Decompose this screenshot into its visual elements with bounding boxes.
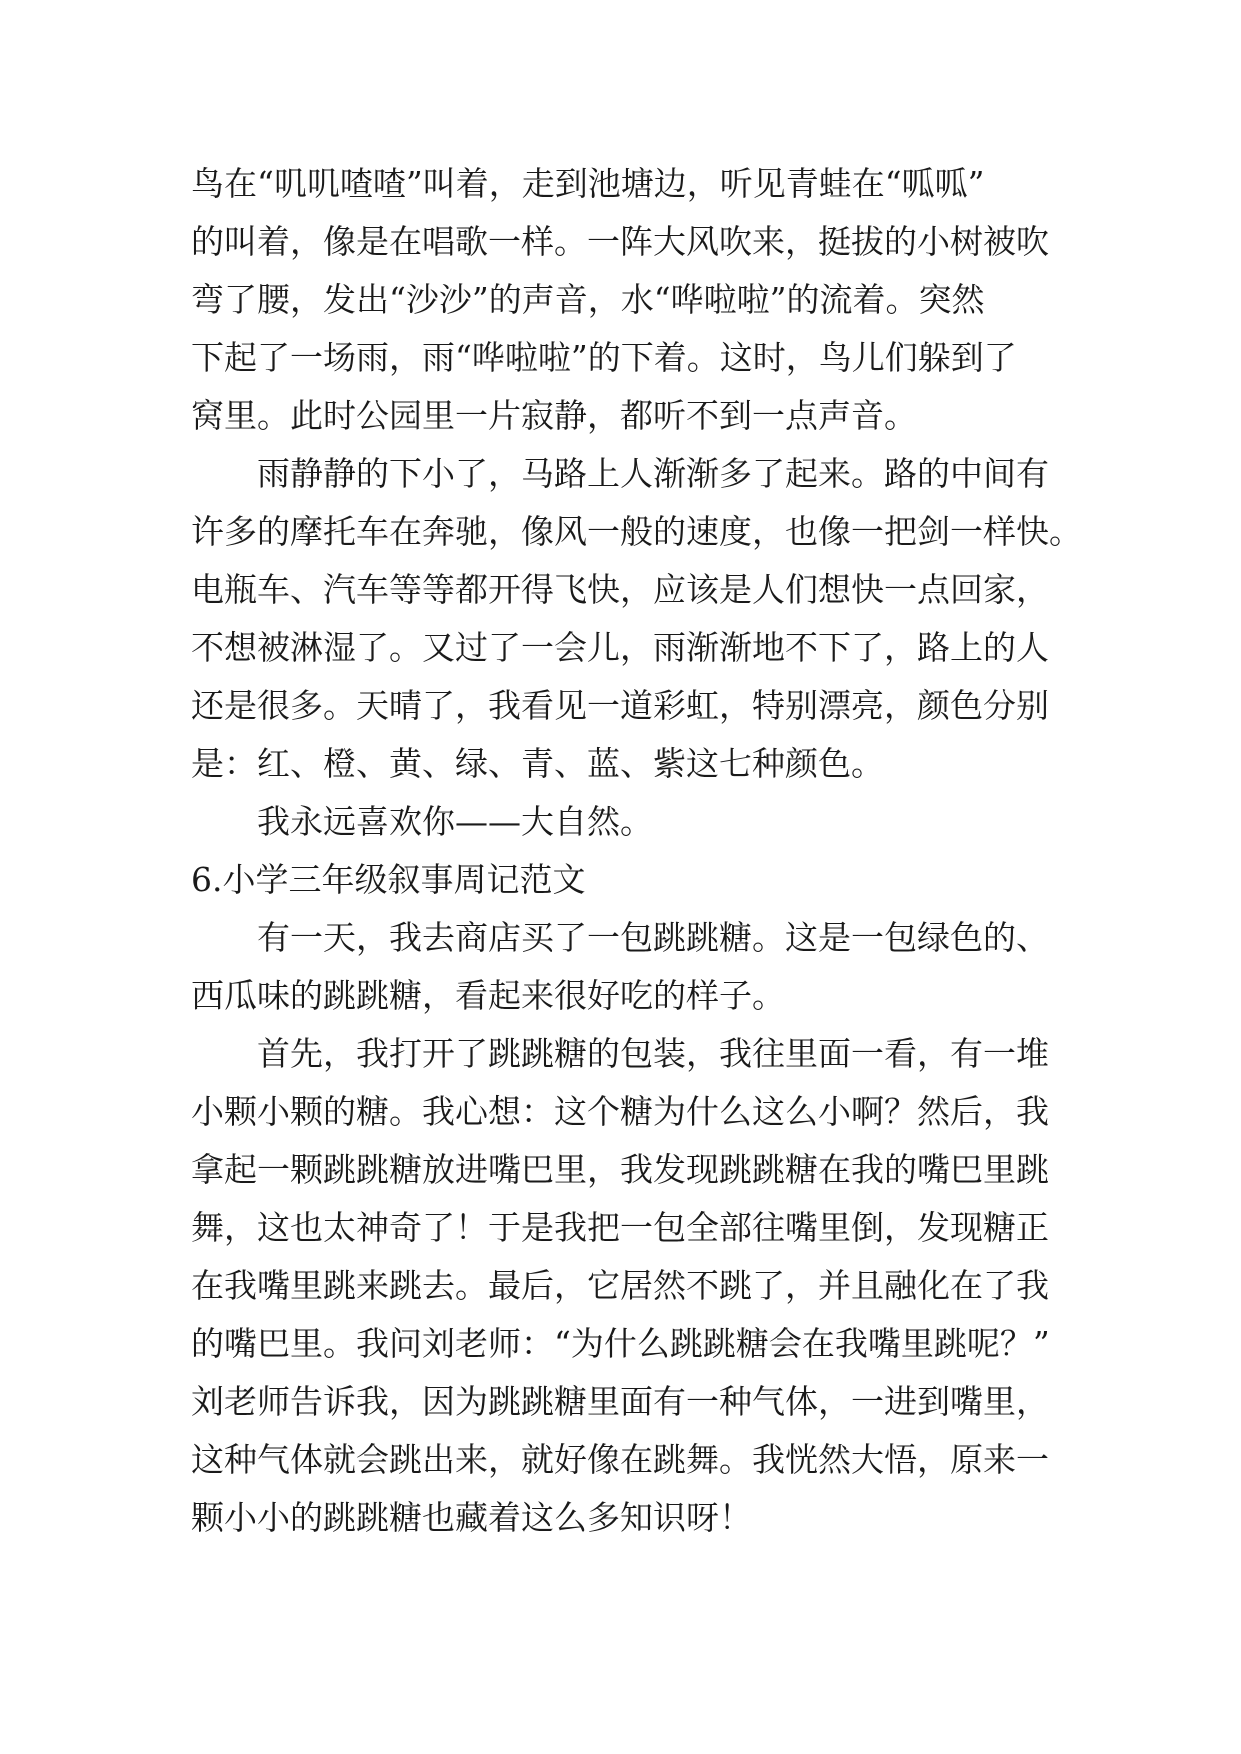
section-heading: 6.小学三年级叙事周记范文 (191, 860, 586, 899)
paragraph-line: 不想被淋湿了。又过了一会儿，雨渐渐地不下了，路上的人 (191, 628, 1049, 667)
paragraph-line: 有一天，我去商店买了一包跳跳糖。这是一包绿色的、 (257, 918, 1049, 957)
paragraph-line: 西瓜味的跳跳糖，看起来很好吃的样子。 (191, 976, 785, 1015)
paragraph-line: 窝里。此时公园里一片寂静，都听不到一点声音。 (191, 396, 917, 435)
document-body (191, 155, 1082, 1547)
paragraph-line: 鸟在“叽叽喳喳”叫着，走到池塘边，听见青蛙在“呱呱” (191, 164, 985, 203)
paragraph-line: 我永远喜欢你——大自然。 (257, 802, 653, 841)
paragraph-line: 的叫着，像是在唱歌一样。一阵大风吹来，挺拔的小树被吹 (191, 222, 1049, 261)
paragraph-line: 弯了腰，发出“沙沙”的声音，水“哗啦啦”的流着。突然 (191, 280, 985, 319)
paragraph-line: 在我嘴里跳来跳去。最后，它居然不跳了，并且融化在了我 (191, 1266, 1049, 1305)
paragraph-line: 雨静静的下小了，马路上人渐渐多了起来。路的中间有 (257, 454, 1049, 493)
paragraph-line: 电瓶车、汽车等等都开得飞快，应该是人们想快一点回家， (191, 570, 1049, 609)
paragraph-line: 刘老师告诉我，因为跳跳糖里面有一种气体，一进到嘴里， (191, 1382, 1049, 1421)
paragraph-line: 拿起一颗跳跳糖放进嘴巴里，我发现跳跳糖在我的嘴巴里跳 (191, 1150, 1049, 1189)
paragraph-line: 小颗小颗的糖。我心想：这个糖为什么这么小啊？然后，我 (191, 1092, 1049, 1131)
paragraph-line: 还是很多。天晴了，我看见一道彩虹，特别漂亮，颜色分别 (191, 686, 1049, 725)
paragraph-line: 下起了一场雨，雨“哗啦啦”的下着。这时，鸟儿们躲到了 (191, 338, 1017, 377)
paragraph-line: 的嘴巴里。我问刘老师：“为什么跳跳糖会在我嘴里跳呢？” (191, 1324, 1050, 1363)
paragraph-line: 颗小小的跳跳糖也藏着这么多知识呀！ (191, 1498, 752, 1537)
paragraph-line: 舞，这也太神奇了！于是我把一包全部往嘴里倒，发现糖正 (191, 1208, 1049, 1247)
paragraph-line: 这种气体就会跳出来，就好像在跳舞。我恍然大悟，原来一 (191, 1440, 1049, 1479)
paragraph-line: 许多的摩托车在奔驰，像风一般的速度，也像一把剑一样快。 (191, 512, 1082, 551)
paragraph-line: 是：红、橙、黄、绿、青、蓝、紫这七种颜色。 (191, 744, 884, 783)
paragraph-line: 首先，我打开了跳跳糖的包装，我往里面一看，有一堆 (257, 1034, 1049, 1073)
